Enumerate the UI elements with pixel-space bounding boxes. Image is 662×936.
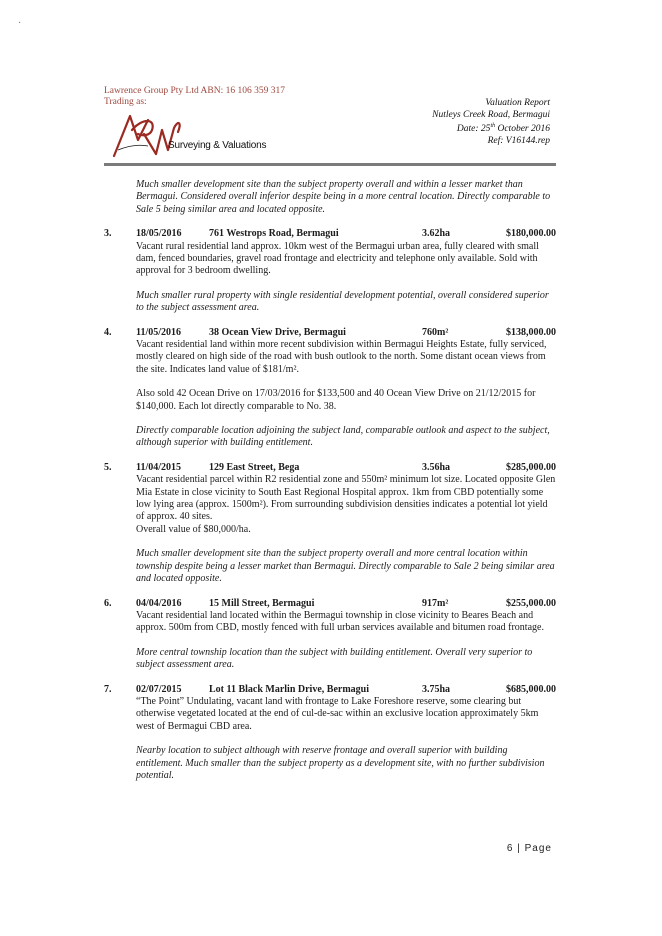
sale-description: Vacant residential parcel within R2 residential zone and 550m² minimum lot size. Located opposite Glen Mia Estate in close vicinity to South East Regional Hospital approx. 1km from CBD potentially some low lying area (approx. 1500m²). From surrounding subdivision densities indicates a potential lot yield of approx. 40 sites.	[136, 474, 556, 523]
report-date: Date: 25th October 2016	[456, 123, 550, 135]
sale-entry	[104, 462, 556, 586]
sale-comment: Directly comparable location adjoining the subject land, comparable outlook and aspect to the subject, although superior with building entitlement.	[136, 425, 550, 449]
sale-body	[136, 474, 556, 585]
sale-price: $138,000.00	[506, 326, 556, 338]
report-title: Valuation Report	[485, 98, 550, 108]
sale-description: “The Point” Undulating, vacant land with frontage to Lake Foreshore reserve, some clearing but otherwise vegetated located at the end of cul-de-sac within an exclusive location approximately 5km west of Bermagui CBD area.	[136, 695, 539, 732]
sale-comment: Nearby location to subject although with reserve frontage and overall superior with building entitlement. Much smaller than the subject property as a development site, with no further subdivision potential.	[136, 745, 545, 781]
sale-addr: Lot 11 Black Marlin Drive, Bermagui	[209, 683, 369, 695]
sale-description: Vacant rural residential land approx. 10km west of the Bermagui urban area, fully cleared with small dam, fenced boundaries, gravel road frontage and electricity and telephone only available. Sold with approval for 3 bedroom dwelling.	[136, 240, 539, 277]
sale-header	[104, 684, 556, 696]
sale-header	[104, 598, 556, 610]
sale-header	[104, 462, 556, 474]
sale-body	[136, 696, 556, 782]
sale-entry	[104, 228, 556, 314]
sale-entry	[104, 327, 556, 450]
scan-mark: ·	[18, 18, 22, 29]
sale-date: 02/07/2015	[136, 683, 182, 695]
sale-addr: 761 Westrops Road, Bermagui	[209, 228, 339, 240]
sale-area: 3.56ha	[422, 461, 451, 473]
sale-area: 917m²	[422, 597, 449, 609]
sale-entry	[104, 598, 556, 672]
sales-content	[104, 179, 556, 782]
trading-as: Trading as:	[104, 97, 147, 107]
sale-price: $255,000.00	[506, 597, 556, 609]
sale-comment: More central township location than the subject with building entitlement. Overall very superior to subject assessment area.	[136, 646, 533, 671]
sale-body	[136, 610, 556, 672]
sale-price: $685,000.00	[506, 683, 556, 695]
report-ref: Ref: V16144.rep	[487, 135, 550, 146]
sale-description: Vacant residential land within more recent subdivision within Bermagui Heights Estate, fully serviced, mostly cleared on high side of the road with bush outlook to the north. Some distant ocean views from the site. Indicates land value of $181/m².	[136, 339, 547, 375]
sale-num: 4.	[104, 326, 112, 338]
sale-date: 04/04/2016	[136, 597, 182, 609]
sale-description: Overall value of $80,000/ha.	[136, 523, 251, 535]
sale-num: 3.	[104, 228, 112, 240]
logo-text: Surveying & Valuations	[168, 140, 267, 151]
sale-entry	[104, 684, 556, 783]
sale-date: 11/05/2016	[136, 326, 182, 338]
company-line: Lawrence Group Pty Ltd ABN: 16 106 359 317	[104, 86, 286, 96]
sale-area: 3.75ha	[422, 683, 451, 695]
sale-price: $180,000.00	[506, 228, 556, 240]
sale-num: 6.	[104, 597, 112, 609]
sale-num: 7.	[104, 683, 112, 695]
sale-addr: 129 East Street, Bega	[209, 461, 300, 473]
sale-comment: Much smaller development site than the subject property overall and more central location within township despite being a lesser market than Bermagui. Directly comparable to Sale 2 being similar area and located opposite.	[136, 548, 555, 585]
report-info	[432, 98, 550, 147]
sale-addr: 15 Mill Street, Bermagui	[209, 597, 315, 609]
sale-description: Vacant residential land located within the Bermagui township in close vicinity to Beares Beach and approx. 500m from CBD, mostly fenced with full urban services available and bitumen road frontage.	[136, 609, 544, 634]
report-address: Nutleys Creek Road, Bermagui	[432, 109, 550, 120]
page-number: 6 | Page	[506, 843, 552, 854]
sales-list	[104, 228, 556, 782]
sale-addr: 38 Ocean View Drive, Bermagui	[209, 326, 346, 338]
sale-header	[104, 228, 556, 240]
header-divider	[104, 163, 556, 166]
lrw-logo	[108, 110, 288, 160]
sale-area: 3.62ha	[422, 228, 451, 240]
sale-description: Also sold 42 Ocean Drive on 17/03/2016 for $133,500 and 40 Ocean View Drive on 21/12/2015 for $140,000. Each lot directly comparable to No. 38.	[136, 388, 536, 412]
sale-body	[136, 241, 556, 315]
sale-header	[104, 327, 556, 339]
sale-comment: Much smaller rural property with single residential development potential, overall considered superior to the subject assessment area.	[136, 289, 549, 314]
sale-body	[136, 339, 556, 450]
sale-date: 11/04/2015	[136, 461, 182, 473]
sale-num: 5.	[104, 461, 112, 473]
sale-date: 18/05/2016	[136, 228, 182, 240]
sale-area: 760m²	[422, 326, 449, 338]
company-block	[104, 86, 285, 108]
sale-price: $285,000.00	[506, 461, 556, 473]
intro-comment: Much smaller development site than the subject property overall and within a lesser market than Bermagui. Considered overall inferior despite being in a more central location. Directly comparable to Sale 5 being similar area and located opposite.	[136, 179, 551, 215]
